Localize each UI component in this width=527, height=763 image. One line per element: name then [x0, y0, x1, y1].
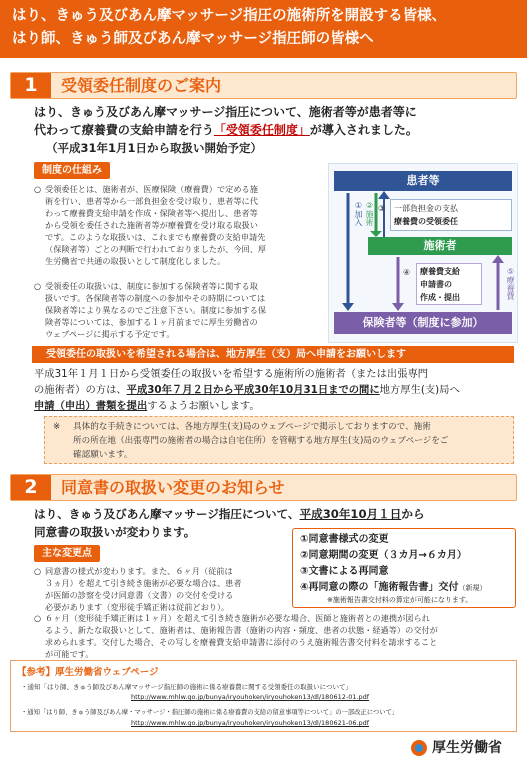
apply-line2-b: 地方厚生(支)局へ — [379, 384, 460, 396]
bullet2-lines — [45, 280, 324, 340]
section2-bullet1-lines — [45, 565, 289, 613]
flow-diagram — [328, 163, 518, 343]
section2-intro-b: から — [401, 507, 425, 521]
apply-line2 — [34, 382, 460, 398]
intro-line2-emphasis: 「受領委任制度」 — [213, 123, 310, 137]
section2-intro-line2: 同意書の取扱いが変わります。 — [34, 525, 196, 539]
section2-bullet2-line: 求められます。交付した場合、その写しを療養費支給申請書に添付のうえ施術報告書交付料を請求すること — [45, 637, 438, 647]
flow-arrows — [328, 163, 518, 343]
section2-number: 2 — [11, 475, 51, 500]
bullet-mark: ○ — [34, 281, 42, 291]
reference-link-1[interactable]: http://www.mhlw.go.jp/bunya/iryouhoken/iryouhoken13/dl/180612-01.pdf — [131, 693, 370, 701]
section1-title: 受領委任制度のご案内 — [61, 76, 222, 95]
change-item: ②同意期間の変更（３カ月→６カ月） — [300, 550, 467, 561]
bullet2-line: 保険者等により異なるのでご注意下さい。制度に参加する保 — [45, 305, 267, 315]
intro-line2-a: 代わって療養費の支給申請を行う — [34, 123, 214, 137]
changes-list — [292, 528, 516, 608]
change-item: ④再同意の際の「施術報告書」交付（新規） — [300, 582, 487, 593]
header-line-1: はり、きゅう及びあん摩マッサージ指圧の施術所を開設する皆様、 — [12, 8, 447, 24]
note-line: 具体的な手続きについては、各地方厚生(支)局のウェブページで掲示しておりますので、施術 — [73, 422, 431, 432]
reference-title: 【参考】厚生労働省ウェブページ — [17, 667, 159, 678]
practitioner-box: 施術者 — [368, 237, 512, 255]
bullet1-line: 術を行い、患者等から一部負担金を受け取り、患者等に代 — [45, 196, 258, 206]
mechanism-bullet-2 — [34, 280, 324, 340]
bullet-mark: ○ — [34, 566, 42, 576]
step5-label: ⑤療養費 — [506, 267, 515, 300]
procedure-note-text — [53, 420, 508, 462]
step4-box — [403, 263, 482, 305]
note-mark: ※ — [53, 422, 61, 432]
section1-intro-line3: （平成31年1月1日から取扱い開始予定） — [46, 141, 263, 155]
insurer-box: 保険者等（制度に参加） — [334, 312, 512, 334]
step3-box — [378, 199, 512, 231]
changes-items — [300, 532, 486, 596]
section1-number: 1 — [11, 73, 51, 98]
section2-title-bar — [10, 474, 517, 501]
bullet-mark: ○ — [34, 184, 42, 194]
bullet1-line: 受領委任とは、施術者が、医療保険（療養費）で定める施 — [45, 184, 258, 194]
section2-bullet2-lines — [45, 612, 519, 660]
step3-line2: 療養費の受領委任 — [394, 217, 458, 226]
apply-line3 — [34, 398, 260, 414]
step4-line3: 作成・提出 — [420, 293, 460, 302]
change-item: ③文書による再同意 — [300, 566, 389, 577]
bullet2-line: ウェブページに掲示する予定です。 — [45, 329, 175, 339]
section2-intro-a: はり、きゅう及びあん摩マッサージ指圧について、 — [34, 507, 300, 521]
bullet1-line: わって療養費支給申請を作成・保険者等へ提出し、患者等 — [45, 208, 258, 218]
section2-intro-emphasis: 平成30年10月１日 — [299, 507, 402, 521]
section1-intro-line1: はり、きゅう及びあん摩マッサージ指圧について、施術者等が患者等に — [34, 105, 417, 119]
section2-intro-line1 — [34, 506, 425, 522]
apply-line1: 平成31年１月１日から受領委任の取扱いを希望する施術所の施術者（または出張専門 — [34, 368, 429, 380]
apply-line3-b: するようお願いします。 — [147, 400, 260, 412]
changes-note: ※施術報告書交付料の算定が可能になります。 — [327, 596, 473, 604]
new-badge: （新規） — [458, 584, 487, 592]
section2-bullet1-line: が医師の診察を受け同意書（文書）の交付を受ける — [45, 590, 234, 600]
apply-line2-emphasis: 平成30年７月２日から平成30年10月31日までの間に — [126, 384, 380, 396]
section2-bullet2-line: が可能です。 — [45, 649, 94, 659]
section2-bullet1-line: 必要があります（変形徒手矯正術は従前どおり）。 — [45, 602, 230, 612]
step4-line2: 申請書の — [420, 280, 452, 289]
step4-line1: 療養費支給 — [420, 267, 460, 276]
ministry-name: 厚生労働省 — [432, 740, 502, 756]
bullet1-line: から受領を委任された施術者等が療養費を受け取る取扱い — [45, 220, 258, 230]
apply-line2-a: の施術者）の方は、 — [34, 384, 127, 396]
procedure-note — [44, 416, 514, 464]
step4-number: ④ — [403, 268, 411, 277]
step1-label: ①加入 — [354, 201, 363, 226]
apply-line3-emphasis: 申請（申出）書類を提出 — [34, 400, 148, 412]
section2-bullet2-line: ６ヶ月（変形徒手矯正術は１ヶ月）を超えて引き続き施術が必要な場合、医師と施術者との連携が図られ — [45, 613, 430, 623]
section2-bullet1-line: ３ヵ月）を超えて引き続き施術が必要な場合は、患者 — [45, 578, 242, 588]
header-line-2: はり師、きゅう師及びあん摩マッサージ指圧師の皆様へ — [12, 31, 374, 47]
mechanism-tag: 制度の仕組み — [34, 162, 110, 179]
bullet1-line: （保険者等）ごとの判断で行われておりましたが、今回、厚 — [45, 244, 267, 254]
bullet2-line: 険者等については、参加する１ヶ月前までに厚生労働省の — [45, 317, 258, 327]
note-line: 確認願います。 — [73, 450, 133, 460]
bullet1-line: です。このような取扱いは、これまでも療養費の支給申請先 — [45, 232, 266, 242]
section2-bullet2-line: るよう、新たな取扱いとして、施術者は、施術報告書（施術の内容・頻度、患者の状態・経過等）の交付が — [45, 625, 438, 635]
step2-label: ②施術 — [365, 201, 374, 226]
section2-title: 同意書の取扱い変更のお知らせ — [61, 478, 285, 497]
reference-box — [10, 660, 517, 732]
change-item: ①同意書様式の変更 — [300, 534, 389, 545]
bullet-mark: ○ — [34, 613, 42, 623]
bullet1-lines — [45, 183, 324, 267]
note-line: 所の所在地（出張専門の施術者の場合は自宅住所）を管轄する地方厚生(支)局のウェブページをご — [73, 436, 449, 446]
bullet2-line: 扱いです。各保険者等の制度への参加やその時期については — [45, 293, 266, 303]
section1-intro-line2 — [34, 122, 418, 138]
mechanism-bullet-1 — [34, 183, 324, 267]
bullet1-line: 生労働省で共通の取扱いとして制度化しました。 — [45, 256, 226, 266]
changes-tag: 主な変更点 — [34, 545, 100, 562]
patient-box: 患者等 — [334, 171, 512, 191]
apply-band: 受領委任の取扱いを希望される場合は、地方厚生（支）局へ申請をお願いします — [32, 346, 514, 363]
intro-line2-b: が導入されました。 — [309, 123, 418, 137]
section2-bullet1-line: 同意書の様式が変わります。また、６ヶ月（従前は — [45, 566, 233, 576]
changes-bullet-2 — [34, 612, 519, 660]
reference-item-2: ・通知「はり師、きゅう師及びあん摩・マッサージ・指圧師の施術に係る療養費の支給の留意事項等について」の一部改正について」 — [21, 709, 399, 716]
reference-link-2[interactable]: http://www.mhlw.go.jp/bunya/iryouhoken/iryouhoken13/dl/180621-06.pdf — [131, 719, 370, 727]
note-lines — [73, 420, 508, 462]
step3-number: ③ — [378, 204, 386, 213]
ministry-logo-icon — [410, 739, 428, 757]
reference-item-1: ・通知「はり師、きゅう師及びあん摩マッサージ指圧師の施術に係る療養費に関する受領委任の取扱いについて」 — [21, 683, 352, 691]
step3-line1: 一部負担金の支払 — [394, 204, 458, 213]
bullet2-line: 受領委任の取扱いは、制度に参加する保険者等に関する取 — [45, 281, 258, 291]
section1-title-bar — [10, 72, 517, 99]
page-header — [0, 0, 527, 58]
changes-bullet-1 — [34, 565, 289, 613]
